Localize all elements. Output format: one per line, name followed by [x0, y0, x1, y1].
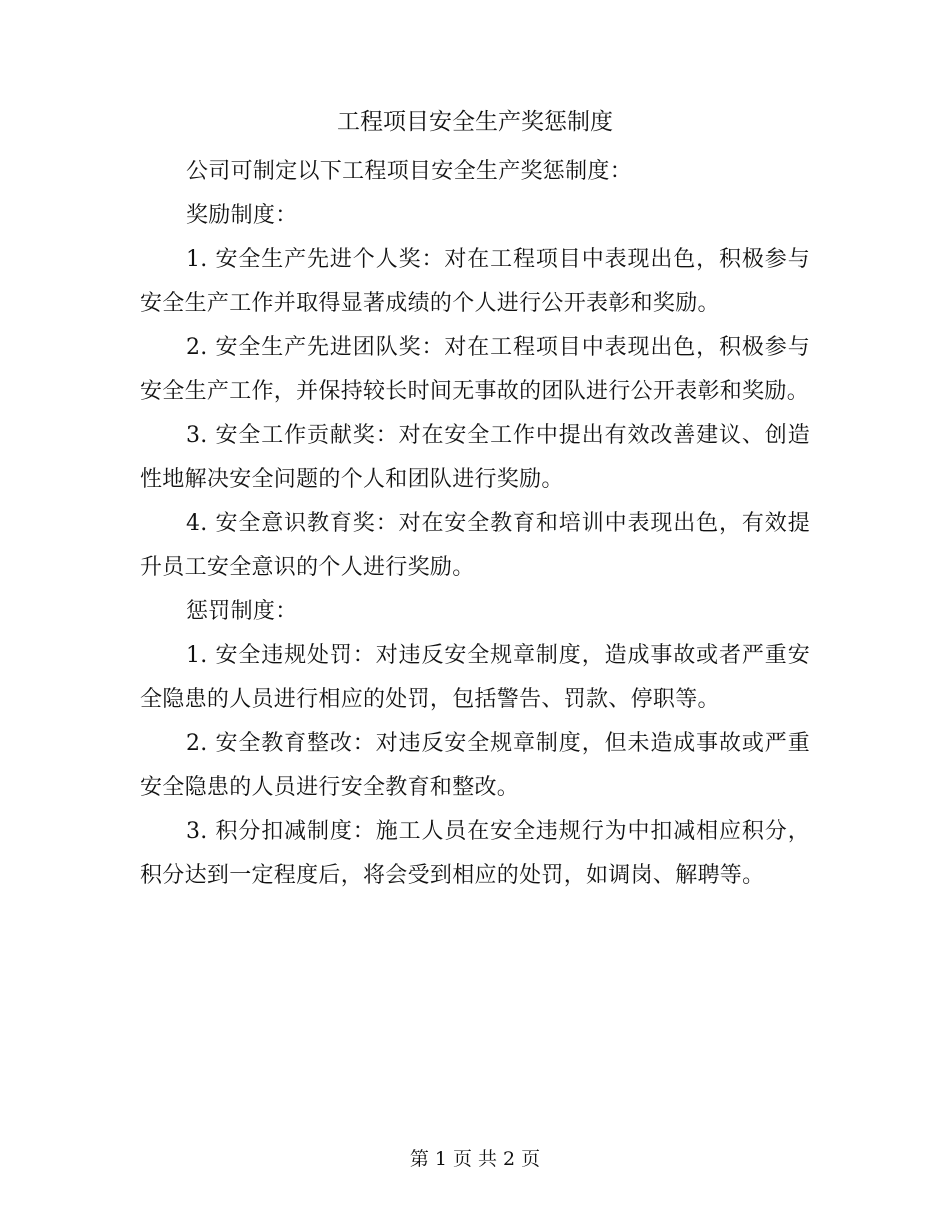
penalty-section-heading: 惩罚制度：	[186, 599, 298, 624]
penalty-item-3: 3. 积分扣减制度：施工人员在安全违规行为中扣减相应积分，积分达到一定程度后，将会受到相应的处罚，如调岗、解聘等。	[140, 819, 810, 888]
penalty-item-2: 2. 安全教育整改：对违反安全规章制度，但未造成事故或严重安全隐患的人员进行安全教育和整改。	[140, 731, 810, 800]
document-body	[140, 150, 810, 898]
intro-paragraph: 公司可制定以下工程项目安全生产奖惩制度：	[186, 159, 633, 184]
reward-item-4: 4. 安全意识教育奖：对在安全教育和培训中表现出色，有效提升员工安全意识的个人进行奖励。	[140, 511, 810, 580]
reward-item-3: 3. 安全工作贡献奖：对在安全工作中提出有效改善建议、创造性地解决安全问题的个人和团队进行奖励。	[140, 423, 810, 492]
reward-section-heading: 奖励制度：	[186, 203, 298, 228]
page-number-footer: 第 1 页 共 2 页	[409, 1148, 541, 1170]
reward-item-1: 1. 安全生产先进个人奖：对在工程项目中表现出色，积极参与安全生产工作并取得显著成绩的个人进行公开表彰和奖励。	[140, 247, 810, 316]
penalty-item-1: 1. 安全违规处罚：对违反安全规章制度，造成事故或者严重安全隐患的人员进行相应的处罚，包括警告、罚款、停职等。	[140, 643, 810, 712]
reward-item-2: 2. 安全生产先进团队奖：对在工程项目中表现出色，积极参与安全生产工作，并保持较长时间无事故的团队进行公开表彰和奖励。	[140, 335, 810, 404]
document-title: 工程项目安全生产奖惩制度	[337, 109, 613, 135]
